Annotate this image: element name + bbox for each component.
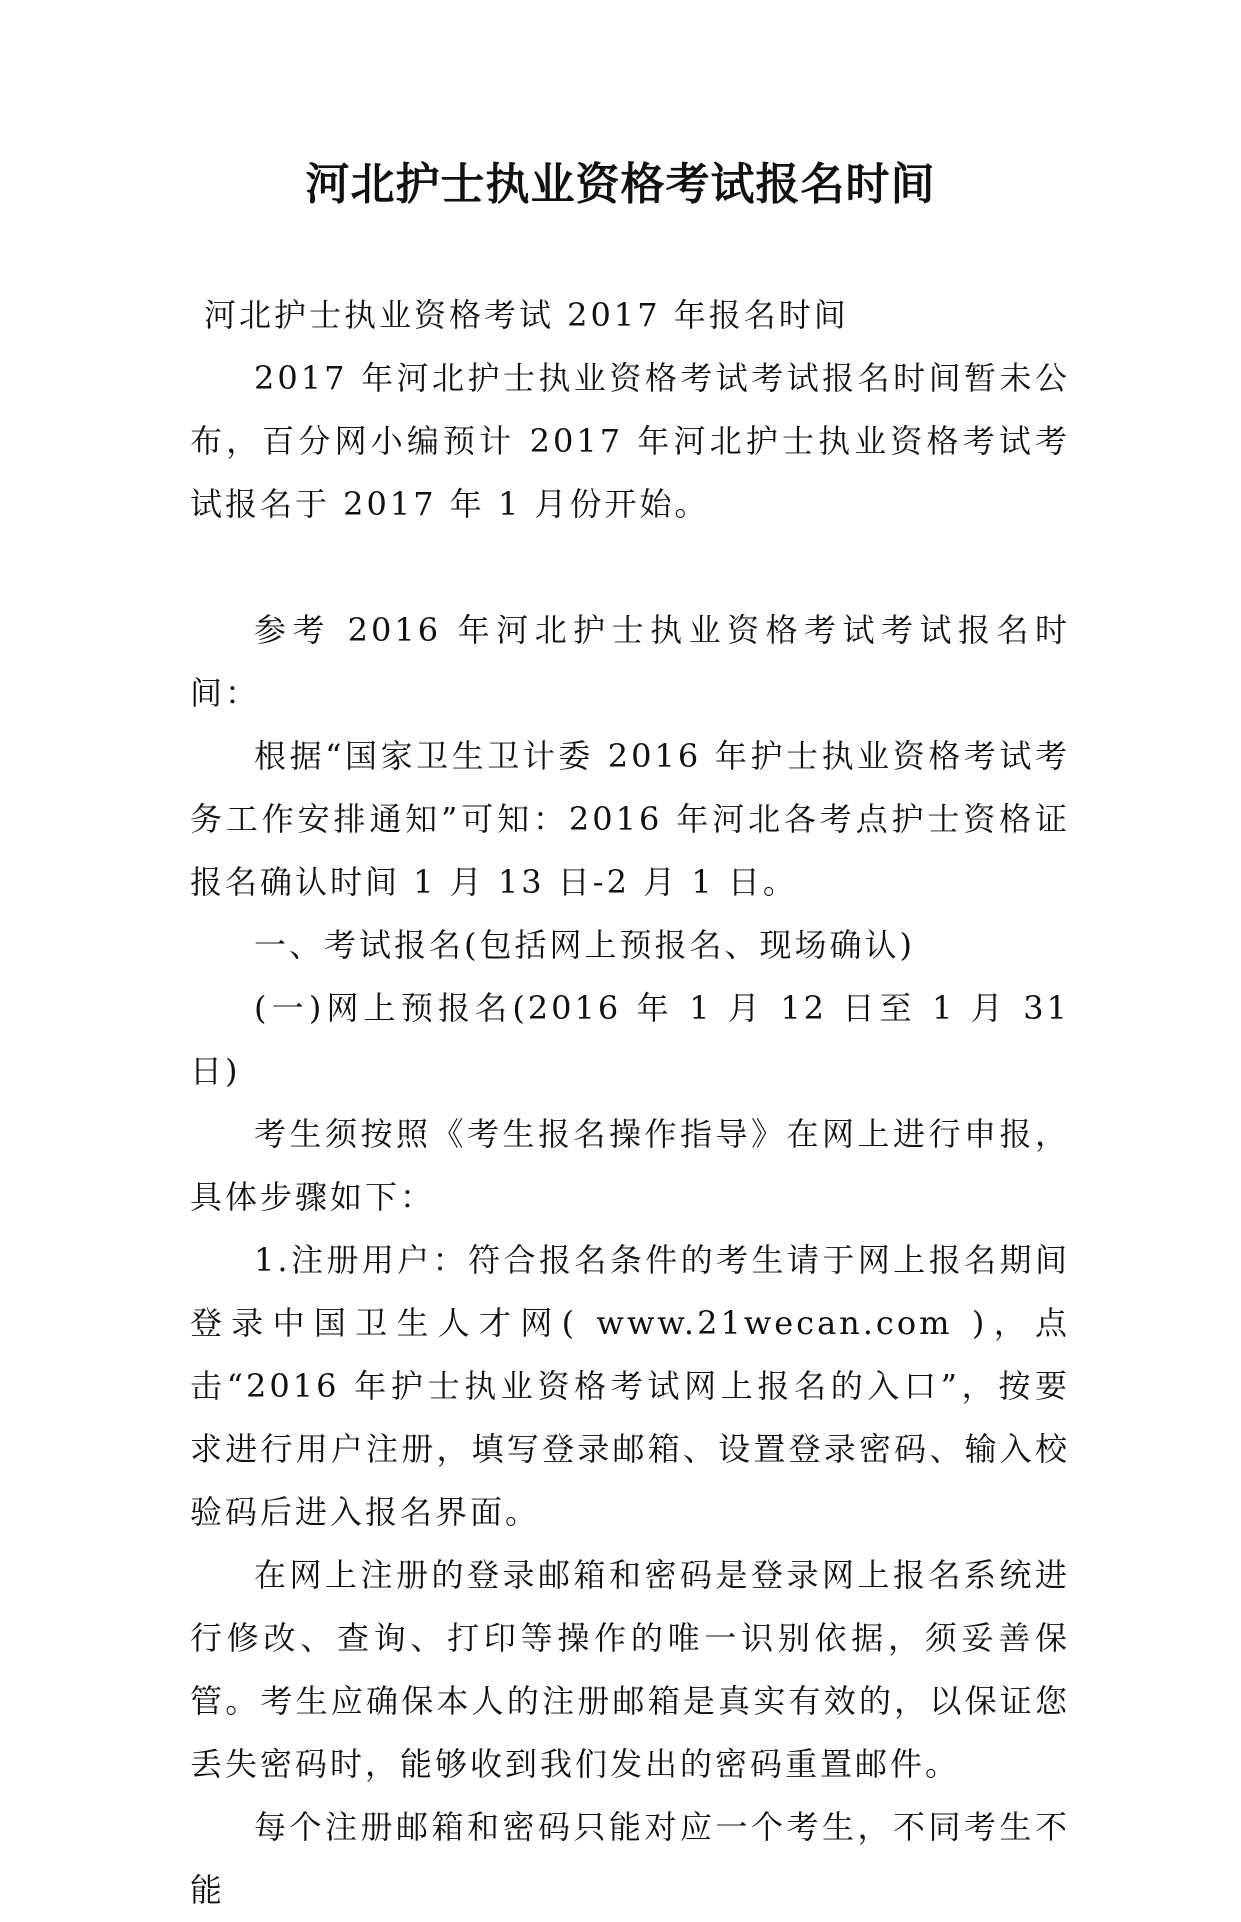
paragraph-email-password: 在网上注册的登录邮箱和密码是登录网上报名系统进行修改、查询、打印等操作的唯一识别依据，须妥善保管。考生应确保本人的注册邮箱是真实有效的，以保证您丢失密码时，能够收到我们发出的密码重置邮件。 xyxy=(190,1556,1070,1783)
document-title: 河北护士执业资格考试报名时间 xyxy=(305,159,936,210)
paragraph-steps-intro: 考生须按照《考生报名操作指导》在网上进行申报，具体步骤如下： xyxy=(190,1115,1070,1216)
paragraph-one-account: 每个注册邮箱和密码只能对应一个考生，不同考生不能 xyxy=(190,1808,1070,1909)
paragraph-notice-basis: 根据“国家卫生卫计委 2016 年护士执业资格考试考务工作安排通知”可知：2016 年河北各考点护士资格证报名确认时间 1 月 13 日-2 月 1 日。 xyxy=(190,737,1070,901)
paragraph-section-one: 一、考试报名(包括网上预报名、现场确认) xyxy=(254,926,915,964)
paragraph-2017-notice: 2017 年河北护士执业资格考试考试报名时间暂未公布，百分网小编预计 2017 年河北护士执业资格考试考试报名于 2017 年 1 月份开始。 xyxy=(190,359,1070,523)
paragraph-spacer xyxy=(190,536,1070,599)
document-body xyxy=(190,284,1070,1922)
paragraph-online-prereg: (一)网上预报名(2016 年 1 月 12 日至 1 月 31 日) xyxy=(190,989,1070,1090)
paragraph-register-user: 1.注册用户：符合报名条件的考生请于网上报名期间登录中国卫生人才网( www.21wecan.com )，点击“2016 年护士执业资格考试网上报名的入口”，按要求进行用户注册，填写登录邮箱、设置登录密码、输入校验码后进入报名界面。 xyxy=(190,1241,1070,1531)
subtitle-paragraph: 河北护士执业资格考试 2017 年报名时间 xyxy=(204,296,849,334)
paragraph-2016-reference: 参考 2016 年河北护士执业资格考试考试报名时间： xyxy=(190,611,1070,712)
